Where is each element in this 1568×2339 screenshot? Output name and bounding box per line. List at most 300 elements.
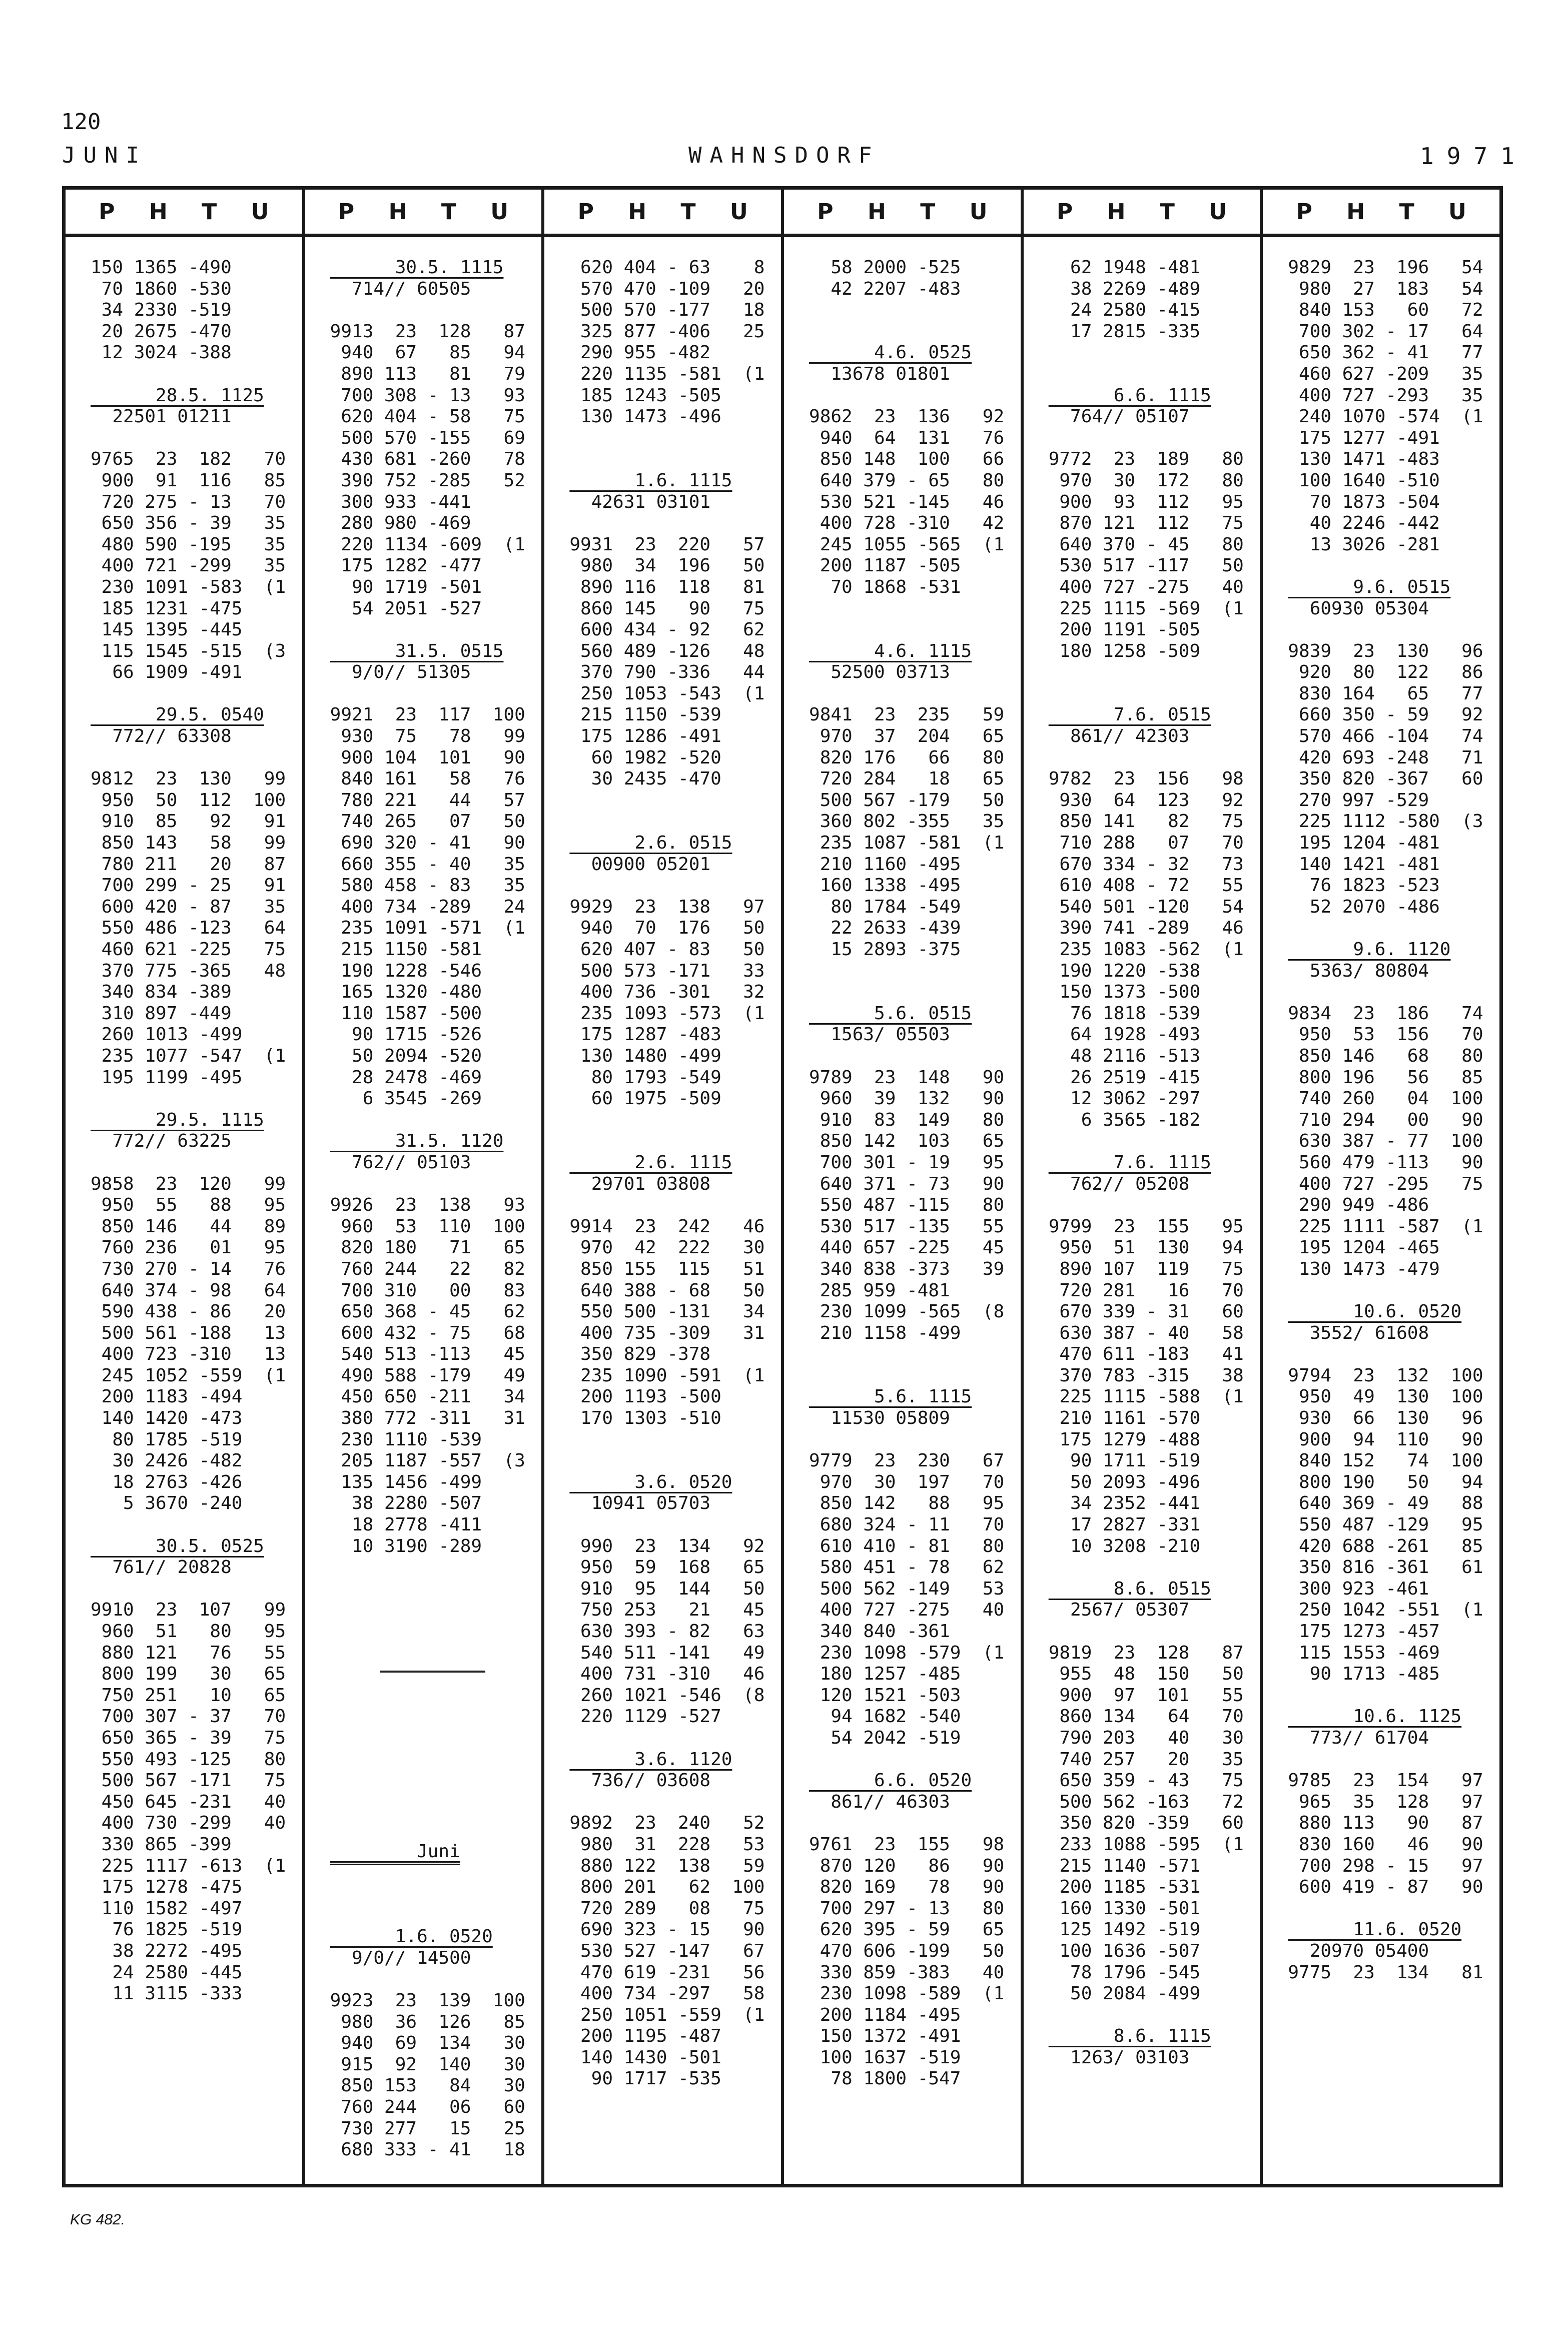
data-row: 590 438 - 86 20 [91,1301,286,1322]
data-row: 175 1282 -477 [330,555,482,576]
blank-line [1288,1280,1499,1302]
data-row: 620 404 - 58 75 [330,406,525,427]
sounding-title [1288,1706,1499,1728]
data-row: 400 731 -310 46 [569,1664,765,1685]
data-row: 500 573 -171 33 [569,960,765,981]
header-p: P [99,199,115,225]
data-row: 680 333 - 41 18 [330,2139,525,2160]
data-row: 9841 23 235 59 [809,704,1005,725]
sounding-title [330,1131,542,1152]
data-row: 980 27 183 54 [1288,278,1483,299]
data-row: 235 1083 -562 (1 [1048,939,1244,960]
data-row: 861// 46303 [809,1791,950,1812]
data-row: 780 221 44 57 [330,790,525,811]
data-row: 530 517 -117 50 [1048,555,1244,576]
data-row: 450 650 -211 34 [330,1386,525,1407]
blank-line [809,1749,1021,1771]
data-row: 390 752 -285 52 [330,470,525,491]
data-row: 690 320 - 41 90 [330,833,525,854]
blank-line [569,1429,781,1451]
blank-line [569,1195,781,1216]
data-row: 620 407 - 83 50 [569,939,765,960]
data-row: 26 2519 -415 [1048,1067,1201,1088]
blank-line [1288,555,1499,577]
data-row: 500 567 -179 50 [809,790,1005,811]
blank-line [91,1579,302,1600]
blank-line [1288,1685,1499,1707]
data-row: 400 736 -301 32 [569,982,765,1003]
blank-line [91,1088,302,1110]
data-row: 280 980 -469 [330,513,471,534]
data-row: 9794 23 132 100 [1288,1365,1483,1386]
header-u: U [251,199,269,225]
data-row: 18 2763 -426 [91,1471,243,1492]
data-row: 460 627 -209 35 [1288,363,1483,384]
data-row: 54 2042 -519 [809,1727,961,1748]
data-row: 195 1204 -465 [1288,1237,1440,1258]
data-row: 200 1187 -505 [809,555,961,576]
data-row: 90 1711 -519 [1048,1450,1201,1471]
blank-line [330,683,542,705]
header-station: WAHNSDORF [688,143,880,168]
sounding-title-text: 31.5. 0515 [330,640,504,661]
sounding-title [1288,939,1499,961]
data-row: 80 1784 -549 [809,896,961,917]
data-row: 60 1975 -509 [569,1088,721,1109]
blank-line [1288,1898,1499,1920]
data-row: 740 257 20 35 [1048,1749,1244,1770]
data-row: 220 1134 -609 (1 [330,534,525,555]
data-row: 640 388 - 68 50 [569,1280,765,1301]
data-row: 630 387 - 40 58 [1048,1322,1244,1343]
data-row: 850 148 100 66 [809,449,1005,470]
sounding-title [1049,704,1260,726]
data-row: 890 107 119 75 [1048,1258,1244,1279]
data-row: 660 355 - 40 35 [330,854,525,875]
sounding-title-text: 30.5. 0525 [91,1535,264,1556]
data-row: 11 3115 -333 [91,1983,243,2004]
column-header [305,190,542,237]
data-row: 580 451 - 78 62 [809,1557,1005,1578]
data-row: 00900 05201 [569,854,711,875]
data-row: 180 1257 -485 [809,1664,961,1685]
data-row: 10 3190 -289 [330,1535,482,1556]
data-row: 20 2675 -470 [91,321,232,342]
data-row: 830 164 65 77 [1288,683,1483,704]
data-row: 110 1587 -500 [330,1003,482,1024]
data-row: 200 1191 -505 [1048,619,1201,640]
sounding-title-text: 2.6. 1115 [569,1152,732,1173]
data-row: 9929 23 138 97 [569,896,765,917]
blank-line [91,1152,302,1174]
data-row: 250 1053 -543 (1 [569,683,765,704]
table-column-1 [66,190,302,2184]
data-row: 80 1793 -549 [569,1067,721,1088]
blank-line [330,1799,542,1820]
data-row: 2567/ 05307 [1048,1600,1190,1621]
data-row: 840 153 60 72 [1288,300,1483,321]
sounding-title-text: 1.6. 1115 [569,470,732,491]
data-row: 930 75 78 99 [330,726,525,747]
data-row: 730 270 - 14 76 [91,1258,286,1279]
data-row: 850 142 88 95 [809,1493,1005,1514]
data-row: 540 511 -141 49 [569,1642,765,1663]
data-row: 185 1243 -505 [569,385,721,406]
data-row: 290 955 -482 [569,342,711,363]
blank-line [1288,1749,1499,1771]
data-row: 34 2330 -519 [91,300,232,321]
data-row: 230 1110 -539 [330,1429,482,1450]
sounding-title [1049,1152,1260,1174]
data-row: 195 1204 -481 [1288,833,1440,854]
sounding-title [91,1110,302,1131]
sounding-title-text: 4.6. 0525 [809,342,972,363]
column-header [784,190,1021,237]
data-row: 380 772 -311 31 [330,1408,525,1429]
data-row: 76 1823 -523 [1288,875,1440,896]
sounding-title-text: 29.5. 0540 [91,704,264,725]
header-year: 1971 [1420,143,1527,170]
data-row: 175 1278 -475 [91,1877,243,1898]
sounding-title-text: 30.5. 1115 [330,257,504,278]
data-row: 760 244 06 60 [330,2097,525,2118]
data-row: 861// 42303 [1048,726,1190,747]
blank-line [809,1429,1021,1451]
data-row: 730 277 15 25 [330,2118,525,2139]
data-row: 9926 23 138 93 [330,1195,525,1216]
data-row: 700 310 00 83 [330,1280,525,1301]
data-row: 325 877 -406 25 [569,321,765,342]
column-body [544,237,781,2090]
data-row: 290 949 -486 [1288,1195,1429,1216]
data-row: 9761 23 155 98 [809,1834,1005,1855]
data-row: 18 2778 -411 [330,1514,482,1535]
sounding-title-text: 2.6. 0515 [569,833,732,854]
header-t: T [1399,199,1414,225]
sounding-title-text: 6.6. 1115 [1048,385,1211,406]
data-row: 580 458 - 83 35 [330,875,525,896]
data-row: 70 1873 -504 [1288,491,1440,512]
blank-line [809,1813,1021,1834]
data-row: 950 59 168 65 [569,1557,765,1578]
column-body [305,237,542,2161]
data-row: 52500 03713 [809,662,950,683]
data-row: 140 1420 -473 [91,1408,243,1429]
table-column-3 [541,190,781,2184]
blank-line [809,982,1021,1003]
sounding-title [809,1003,1021,1025]
data-row: 1263/ 03103 [1048,2047,1190,2068]
data-row: 800 201 62 100 [569,1877,765,1898]
sounding-title [809,342,1021,364]
data-row: 600 432 - 75 68 [330,1322,525,1343]
data-row: 38 2280 -507 [330,1493,482,1514]
header-h: H [1346,199,1365,225]
data-row: 550 487 -115 80 [809,1195,1005,1216]
column-header [1263,190,1499,237]
data-row: 350 816 -361 61 [1288,1557,1483,1578]
data-row: 470 611 -183 41 [1048,1344,1244,1365]
data-row: 920 80 122 86 [1288,662,1483,683]
data-row: 140 1421 -481 [1288,854,1440,875]
data-row: 850 142 103 65 [809,1131,1005,1152]
column-header [1024,190,1260,237]
header-t: T [920,199,936,225]
data-row: 950 53 156 70 [1288,1024,1483,1045]
data-row: 5 3670 -240 [91,1493,243,1514]
data-row: 470 606 -199 50 [809,1940,1005,1961]
data-row: 560 479 -113 90 [1288,1152,1483,1173]
blank-line [330,619,542,641]
data-row: 205 1187 -557 (3 [330,1450,525,1471]
header-month: JUNI [62,143,147,168]
data-row: 9772 23 189 80 [1048,449,1244,470]
data-row: 5363/ 80804 [1288,960,1429,981]
data-row: 9921 23 117 100 [330,704,525,725]
data-row: 500 567 -171 75 [91,1770,286,1791]
data-row: 700 302 - 17 64 [1288,321,1483,342]
data-row: 680 324 - 11 70 [809,1514,1005,1535]
header-p: P [338,199,355,225]
data-row: 190 1220 -538 [1048,960,1201,981]
data-row: 230 1098 -589 (1 [809,1983,1005,2004]
column-body [66,237,302,2005]
sounding-title-text: 31.5. 1120 [330,1131,504,1152]
sounding-title [330,1926,542,1948]
data-row: 233 1088 -595 (1 [1048,1834,1244,1855]
data-row: 650 365 - 39 75 [91,1727,286,1748]
data-row: 940 69 134 30 [330,2033,525,2054]
data-row: 330 865 -399 [91,1834,232,1855]
data-row: 9858 23 120 99 [91,1173,286,1194]
data-row: 400 734 -297 58 [569,1983,765,2004]
data-row: 9914 23 242 46 [569,1216,765,1237]
blank-line [569,1131,781,1152]
data-row: 200 1183 -494 [91,1386,243,1407]
data-row: 9782 23 156 98 [1048,768,1244,790]
data-row: 760 244 22 82 [330,1258,525,1279]
blank-line [91,428,302,449]
data-row: 225 1117 -613 (1 [91,1855,286,1876]
data-row: 17 2815 -335 [1048,321,1201,342]
data-row: 90 1717 -535 [569,2068,721,2089]
data-row: 29701 03808 [569,1173,711,1194]
data-row: 170 1303 -510 [569,1408,721,1429]
data-row: 930 66 130 96 [1288,1408,1483,1429]
data-row: 9829 23 196 54 [1288,257,1483,278]
data-row: 950 55 88 95 [91,1195,286,1216]
data-row: 150 1372 -491 [809,2026,961,2047]
data-row: 640 370 - 45 80 [1048,534,1244,555]
data-row: 190 1228 -546 [330,960,482,981]
blank-line [809,598,1021,620]
data-row: 100 1640 -510 [1288,470,1440,491]
sounding-title [569,1472,781,1493]
data-row: 145 1395 -445 [91,619,243,640]
sounding-title-text: 7.6. 0515 [1048,704,1211,725]
data-row: 130 1473 -479 [1288,1258,1440,1279]
data-row: 400 721 -299 35 [91,555,286,576]
sounding-title [91,385,302,407]
data-row: 955 48 150 50 [1048,1664,1244,1685]
data-row: 260 1021 -546 (8 [569,1685,765,1706]
data-row: 195 1199 -495 [91,1067,243,1088]
blank-line [91,747,302,769]
data-row: 970 30 197 70 [809,1471,1005,1492]
data-row: 850 155 115 51 [569,1258,765,1279]
data-row: 990 23 134 92 [569,1535,765,1556]
data-row: 670 339 - 31 60 [1048,1301,1244,1322]
data-row: 710 288 07 70 [1048,833,1244,854]
data-row: 235 1093 -573 (1 [569,1003,765,1024]
data-row: 54 2051 -527 [330,598,482,619]
data-row: 9834 23 186 74 [1288,1003,1483,1024]
data-row: 650 362 - 41 77 [1288,342,1483,363]
data-row: 42 2207 -483 [809,278,961,299]
blank-line [330,1110,542,1131]
blank-line [330,1692,542,1714]
data-row: 110 1582 -497 [91,1898,243,1919]
sounding-title-text: 10.6. 0520 [1288,1301,1462,1322]
data-row: 34 2352 -441 [1048,1493,1201,1514]
blank-line [569,1514,781,1536]
data-row: 772// 63225 [91,1131,232,1152]
data-row: 230 1091 -583 (1 [91,576,286,597]
data-row: 150 1365 -490 [91,257,232,278]
sounding-title-text: 8.6. 0515 [1048,1578,1211,1599]
data-row: 300 923 -461 [1288,1578,1429,1599]
data-row: 100 1637 -519 [809,2047,961,2068]
header-t: T [441,199,456,225]
data-row: 910 85 92 91 [91,811,286,832]
data-row: 9819 23 128 87 [1048,1642,1244,1663]
data-row: 470 619 -231 56 [569,1962,765,1983]
data-row: 28 2478 -469 [330,1067,482,1088]
blank-line [1049,364,1260,385]
header-t: T [202,199,217,225]
sounding-title [809,1386,1021,1408]
data-row: 970 30 172 80 [1048,470,1244,491]
data-row: 890 116 118 81 [569,576,765,597]
data-row: 9799 23 155 95 [1048,1216,1244,1237]
data-row: 9789 23 148 90 [809,1067,1005,1088]
data-row: 950 50 112 100 [91,790,286,811]
data-row: 10 3208 -210 [1048,1535,1201,1556]
data-row: 210 1160 -495 [809,854,961,875]
data-row: 360 802 -355 35 [809,811,1005,832]
data-row: 20970 05400 [1288,1940,1429,1961]
data-row: 750 251 10 65 [91,1685,286,1706]
data-row: 245 1055 -565 (1 [809,534,1005,555]
data-row: 880 122 138 59 [569,1855,765,1876]
sounding-title [1049,1579,1260,1600]
data-row: 940 64 131 76 [809,427,1005,448]
data-row: 720 284 18 65 [809,768,1005,790]
data-row: 90 1715 -526 [330,1024,482,1045]
data-row: 960 51 80 95 [91,1621,286,1642]
data-row: 480 590 -195 35 [91,534,286,555]
data-row: 215 1150 -581 [330,939,482,960]
data-row: 690 323 - 15 90 [569,1919,765,1940]
blank-line [569,1728,781,1749]
blank-line [569,811,781,833]
data-row: 9785 23 154 97 [1288,1770,1483,1791]
data-row: 115 1553 -469 [1288,1642,1440,1663]
data-row: 800 199 30 65 [91,1664,286,1685]
data-row: 910 95 144 50 [569,1578,765,1599]
data-row: 750 253 21 45 [569,1600,765,1621]
data-row: 620 395 - 59 65 [809,1919,1005,1940]
sounding-title [1288,577,1499,598]
data-row: 9775 23 134 81 [1288,1962,1483,1983]
blank-line [1288,619,1499,641]
data-row: 400 727 -293 35 [1288,385,1483,406]
blank-line [1049,2005,1260,2026]
data-row: 650 368 - 45 62 [330,1301,525,1322]
data-row: 900 93 112 95 [1048,491,1244,512]
blank-line [330,1905,542,1927]
column-header [66,190,302,237]
data-row: 225 1115 -569 (1 [1048,598,1244,619]
data-row: 773// 61704 [1288,1727,1429,1748]
sounding-title-text: 4.6. 1115 [809,640,972,661]
data-row: 720 289 08 75 [569,1898,765,1919]
data-row: 550 493 -125 80 [91,1749,286,1770]
data-row: 570 470 -109 20 [569,278,765,299]
data-row: 820 180 71 65 [330,1237,525,1258]
data-row: 720 275 - 13 70 [91,491,286,512]
blank-line [809,1046,1021,1067]
data-row: 40 2246 -442 [1288,513,1440,534]
sounding-title-text: 6.6. 0520 [809,1770,972,1791]
data-row: 135 1456 -499 [330,1471,482,1492]
data-row: 670 334 - 32 73 [1048,854,1244,875]
data-row: 960 39 132 90 [809,1088,1005,1109]
data-row: 24 2580 -415 [1048,300,1201,321]
data-row: 840 152 74 100 [1288,1450,1483,1471]
sounding-title [809,1770,1021,1792]
data-row: 80 1785 -519 [91,1429,243,1450]
data-row: 736// 03608 [569,1770,711,1791]
table-column-6 [1260,190,1499,2184]
data-row: 710 294 00 90 [1288,1109,1483,1130]
data-row: 94 1682 -540 [809,1706,961,1727]
data-row: 58 2000 -525 [809,257,961,278]
data-row: 50 2093 -496 [1048,1471,1201,1492]
data-row: 9839 23 130 96 [1288,640,1483,661]
data-row: 500 562 -149 53 [809,1578,1005,1599]
data-row: 12 3062 -297 [1048,1088,1201,1109]
data-row: 17 2827 -331 [1048,1514,1201,1535]
data-row: 930 64 123 92 [1048,790,1244,811]
data-row: 1563/ 05503 [809,1024,950,1045]
data-row: 350 820 -359 60 [1048,1813,1244,1834]
blank-line [569,790,781,812]
page-number: 120 [61,109,101,135]
blank-line [1049,1621,1260,1643]
blank-line [330,1174,542,1195]
data-row: 600 434 - 92 62 [569,619,765,640]
data-row: 570 466 -104 74 [1288,726,1483,747]
data-row: 880 121 76 55 [91,1642,286,1663]
data-row: 640 369 - 49 88 [1288,1493,1483,1514]
data-row: 30 2426 -482 [91,1450,243,1471]
data-row: 940 67 85 94 [330,342,525,363]
data-row: 640 374 - 98 64 [91,1280,286,1301]
data-row: 6 3545 -269 [330,1088,482,1109]
data-row: 9/0// 51305 [330,662,471,683]
data-row: 225 1111 -587 (1 [1288,1216,1483,1237]
